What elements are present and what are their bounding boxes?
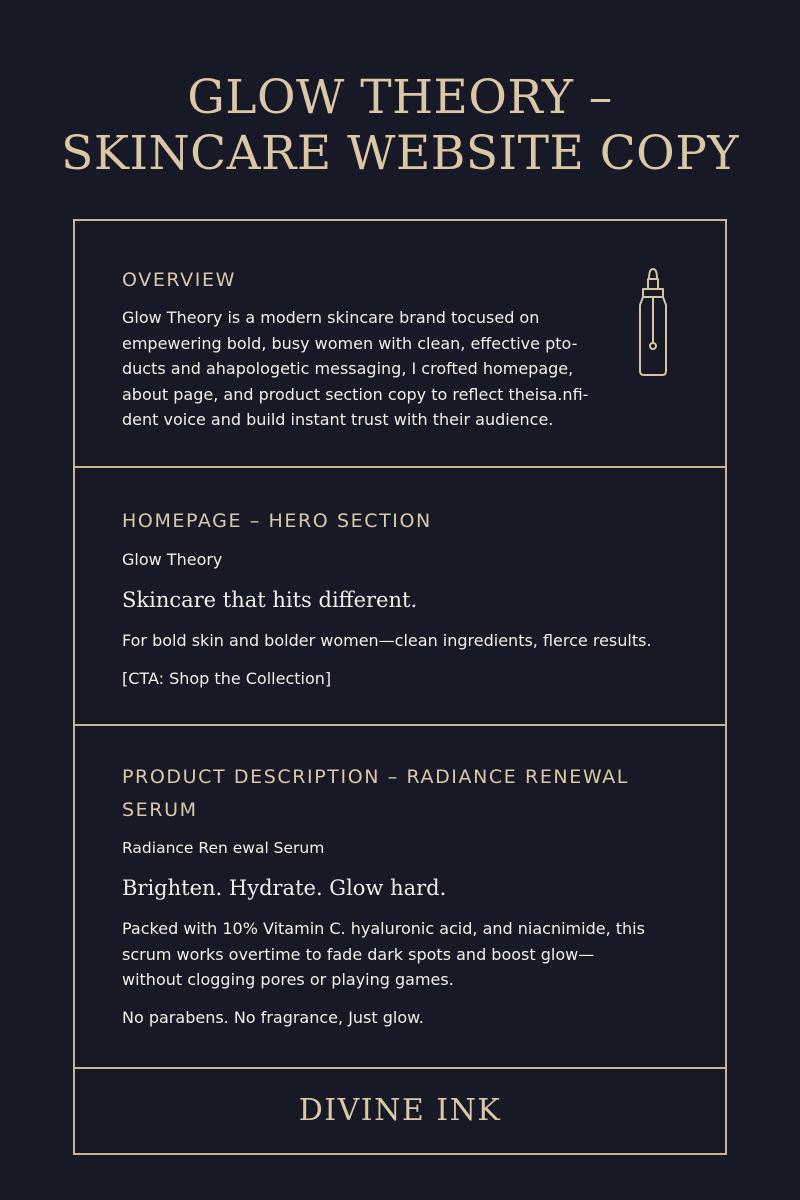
- overview-line-2: empewering bold, busy women with clean, effective pto-: [122, 333, 578, 353]
- content-frame: [73, 219, 727, 1155]
- page-title-line-1: GLOW THEORY –: [187, 70, 613, 125]
- overview-line-5: dent voice and build instant trust with their audience.: [122, 410, 554, 429]
- page-title-line-2: SKINCARE WEBSITE COPY: [61, 126, 739, 181]
- overview-line-3: ducts and ahapologetic messaging, I crofted homepage,: [122, 359, 574, 378]
- overview-section: [75, 221, 725, 466]
- product-heading-line-2: SERUM: [122, 799, 198, 821]
- hero-headline: Skincare that hits different.: [122, 588, 418, 612]
- product-name: Radiance Ren ewal Serum: [122, 839, 325, 857]
- product-description-line-3: without clogging pores or playing games.: [122, 970, 454, 989]
- footer-section: [75, 1069, 725, 1153]
- product-tagline: No parabens. No fragrance, Just glow.: [122, 1008, 424, 1027]
- product-headline: Brighten. Hydrate. Glow hard.: [122, 876, 447, 900]
- hero-heading: HOMEPAGE – HERO SECTION: [122, 510, 432, 532]
- overview-heading: OVERVIEW: [122, 269, 236, 291]
- hero-section: [75, 468, 725, 724]
- overview-line-4: about page, and product section copy to reflect theisa.nfi-: [122, 384, 589, 404]
- product-section: [75, 726, 725, 1067]
- hero-subline: For bold skin and bolder women—clean ingredients, flerce results.: [122, 631, 652, 650]
- footer-brand-name: DIVINE INK: [298, 1093, 502, 1128]
- overview-line-1: Glow Theory is a modern skincare brand tocused on: [122, 308, 540, 327]
- product-description-line-1: Packed with 10% Vitamin C. hyaluronic acid, and niacnimide, this: [122, 919, 645, 938]
- serum-dropper-bottle-icon: [630, 265, 676, 377]
- hero-brand-name: Glow Theory: [122, 550, 223, 569]
- product-description-line-2: scrum works overtime to fade dark spots and boost glow—: [122, 944, 595, 964]
- hero-cta-note: [CTA: Shop the Collection]: [122, 669, 332, 688]
- product-heading-line-1: PRODUCT DESCRIPTION – RADIANCE RENEWAL: [122, 766, 629, 788]
